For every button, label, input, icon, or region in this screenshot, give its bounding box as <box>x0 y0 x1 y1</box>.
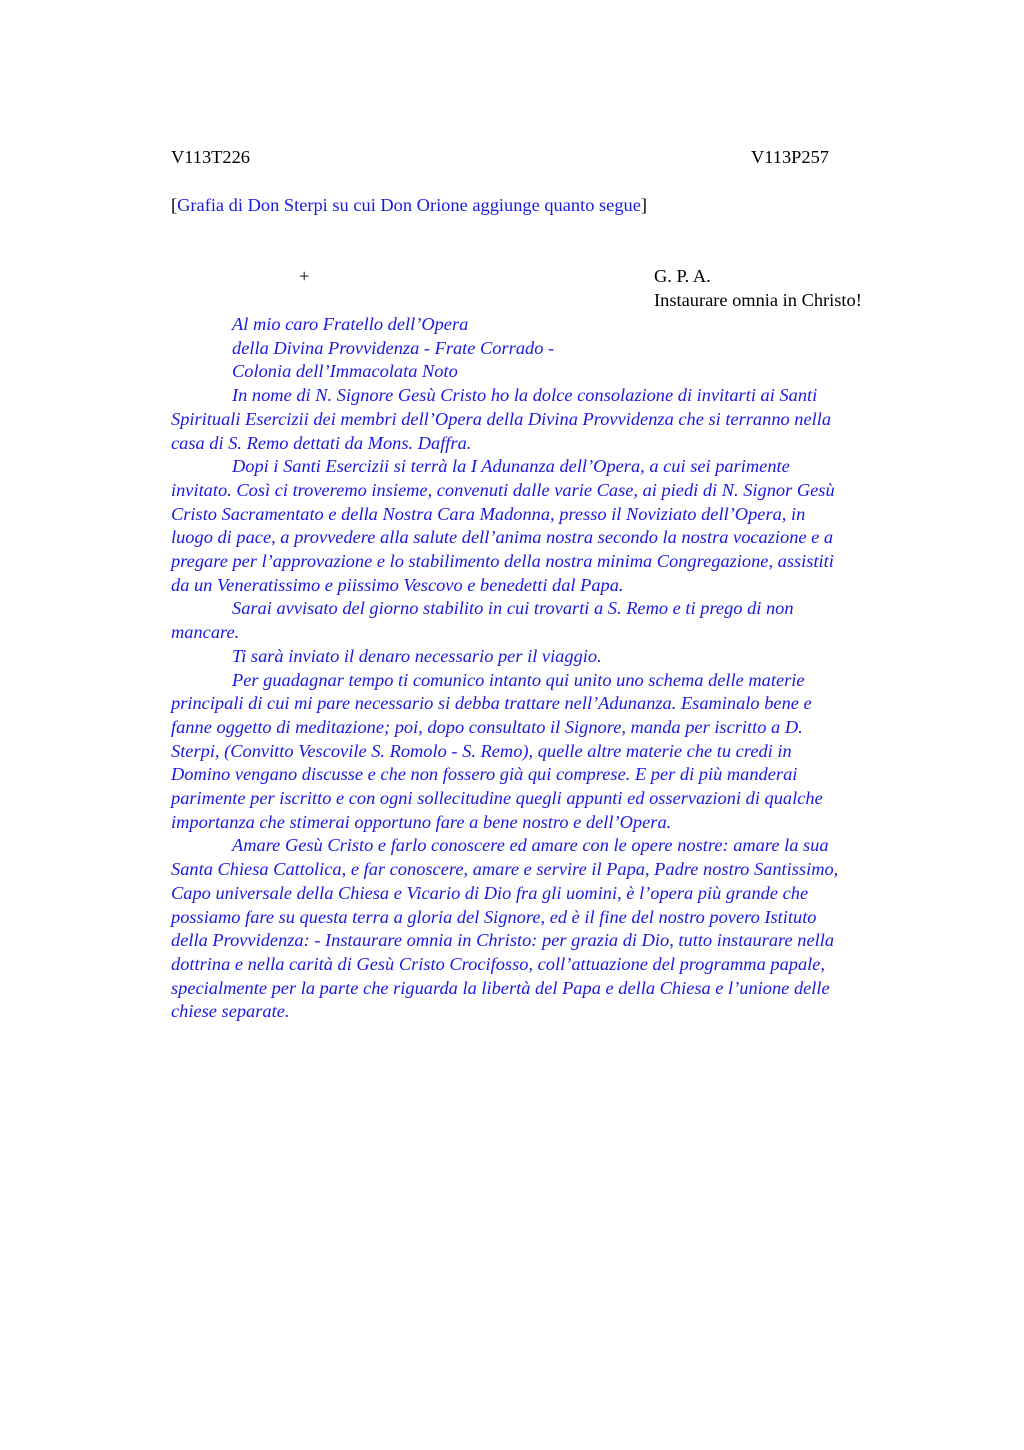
letter-body <box>171 313 931 1024</box>
letter-paragraph: Per guadagnar tempo ti comunico intanto qui unito uno schema delle materie principali di cui mi pare necessario si debba trattare nell’Adunanza. Esaminalo bene e fanne oggetto di meditazione; poi, dopo consultato il Signore, manda per iscritto a D. Sterpi, (Convitto Vescovile S. Romolo - S. Remo), quelle altre materie che tu credi in Domino vengano discusse e che non fossero già qui comprese. E per di più manderai parimente per iscritto e con ogni sollecitudine quegli appunti ed osservazioni di qualche importanza che stimerai opportuno fare a bene nostro e dell’Opera. <box>171 669 823 832</box>
editorial-note-close-bracket: ] <box>640 195 647 215</box>
cross-symbol: + <box>299 266 310 286</box>
editorial-note-text: Grafia di Don Sterpi su cui Don Orione aggiunge quanto segue <box>177 195 641 215</box>
letterhead-initials: G. P. A. <box>654 266 711 286</box>
letter-paragraph: Ti sarà inviato il denaro necessario per il viaggio. <box>232 645 602 666</box>
editorial-note-open-bracket: [ <box>171 195 178 215</box>
document-code-left: V113T226 <box>171 147 251 167</box>
editorial-note <box>171 195 647 216</box>
address-line: Colonia dell’Immacolata Noto <box>232 361 458 382</box>
letter-paragraph: Dopi i Santi Esercizii si terrà la I Adunanza dell’Opera, a cui sei parimente invitato. Così ci troveremo insieme, convenuti dalle varie Case, ai piedi di N. Signor Gesù Cristo Sacramentato e della Nostra Cara Madonna, presso il Noviziato dell’Opera, in luogo di pace, a provvedere alla salute dell’anima nostra secondo la nostra vocazione e a pregare per l’approvazione e lo stabilimento della nostra minima Congregazione, assistiti da un Veneratissimo e piissimo Vescovo e benedetti dal Papa. <box>171 456 835 595</box>
address-line: della Divina Provvidenza - Frate Corrado - <box>232 337 555 358</box>
letter-paragraph: Sarai avvisato del giorno stabilito in cui trovarti a S. Remo e ti prego di non mancare. <box>171 598 794 643</box>
letter-paragraph: In nome di N. Signore Gesù Cristo ho la dolce consolazione di invitarti ai Santi Spirituali Esercizii dei membri dell’Opera della Divina Provvidenza che si terranno nella casa di S. Remo dettati da Mons. Daffra. <box>171 385 832 453</box>
document-code-right: V113P257 <box>751 147 829 167</box>
letter-paragraph: Amare Gesù Cristo e farlo conoscere ed amare con le opere nostre: amare la sua Santa Chiesa Cattolica, e far conoscere, amare e servire il Papa, Padre nostro Santissimo, Capo universale della Chiesa e Vicario di Dio fra gli uomini, è l’opera più grande che possiamo fare su questa terra a gloria del Signore, ed è il fine del nostro povero Istituto della Provvidenza: - Instaurare omnia in Christo: per grazia di Dio, tutto instaurare nella dottrina e nella carità di Gesù Cristo Crocifosso, coll’attuazione del programma papale, specialmente per la parte che riguarda la libertà del Papa e della Chiesa e l’unione delle chiese separate. <box>171 835 839 1022</box>
address-line: Al mio caro Fratello dell’Opera <box>232 314 469 334</box>
letterhead-motto: Instaurare omnia in Christo! <box>654 290 862 310</box>
